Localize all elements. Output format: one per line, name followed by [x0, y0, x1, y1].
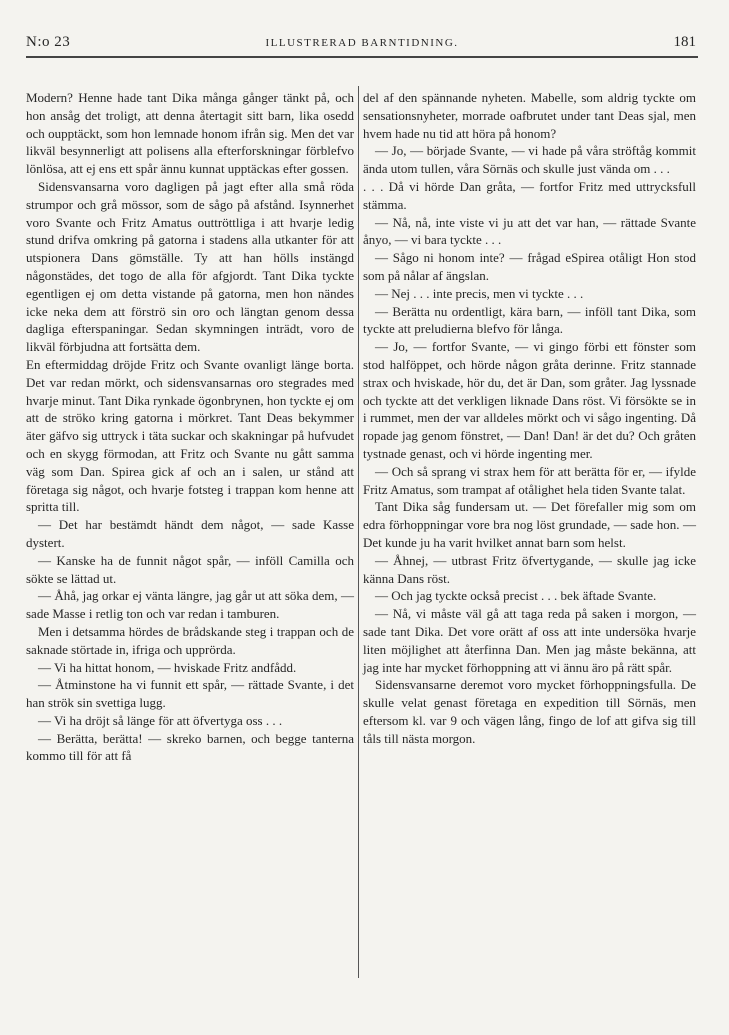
paragraph: . . . Då vi hörde Dan gråta, — fortfor Fritz med uttrycksfull stämma. — [363, 178, 696, 212]
paragraph: — Och så sprang vi strax hem för att berätta för er, — ifylde Fritz Amatus, som trampat af otålighet hela tiden Svante talat. — [363, 463, 696, 497]
paragraph: — Åhå, jag orkar ej vänta längre, jag går ut att söka dem, — sade Masse i retlig ton och var redan i tamburen. — [26, 588, 354, 622]
left-column — [26, 89, 354, 765]
paragraph: — Vi ha hittat honom, — hviskade Fritz andfådd. — [38, 659, 297, 675]
paragraph: Tant Dika såg fundersam ut. — Det förefaller mig som om edra förhoppningar vore bra nog löst grundade, — sade hon. — Det kunde ju ha varit hvilket annat barn som helst. — [363, 499, 696, 550]
publication-title: ILLUSTRERAD BARNTIDNING. — [265, 37, 459, 49]
paragraph: — Åhnej, — utbrast Fritz öfvertygande, — skulle jag icke känna Dans röst. — [363, 552, 696, 586]
page-number: 181 — [673, 34, 696, 50]
page-header — [26, 34, 698, 58]
paragraph: — Sågo ni honom inte? — frågad eSpirea otåligt Hon stod som på nålar af ängslan. — [363, 250, 696, 283]
paragraph: — Och jag tyckte också precist . . . bek äftade Svante. — [375, 588, 657, 604]
paragraph: del af den spännande nyheten. Mabelle, som aldrig tyckte om sensationsnyheter, morrade oafbrutet under tant Deas sjal, men hvem hade nu tid att höra på honom? — [363, 90, 696, 141]
paragraph: — Berätta nu ordentligt, kära barn, — inföll tant Dika, som tyckte att preludierna blefvo för långa. — [363, 303, 696, 337]
paragraph: — Jo, — fortfor Svante, — vi gingo förbi ett fönster som stod halföppet, och hörde någon gråta derinne. Fritz stannade strax och hviskade, hör du, det är Dan, som gråter. Jag lyssnade och tyckte att det verkligen liknade Dans röst. Vi försökte se in i rummet, men der var alldeles mörkt och vi sågo ingenting. Då ropade jag genom fönstret, — Dan! Dan! är det du? Och gråten tystnade genast, och vi hörde ingenting mer. — [363, 339, 696, 461]
right-column — [363, 89, 696, 747]
paragraph: — Det har bestämdt händt dem något, — sade Kasse dystert. — [26, 517, 354, 550]
paragraph: Sidensvansarna voro dagligen på jagt efter alla små röda strumpor och grå mössor, som de sågo på afstånd. Isynnerhet voro Svante och Fritz Amatus outtröttliga i att hvarje ledig stund drifva omkring på gatorna i stadens alla utkanter för att utspionera Dans gömställe. Ty att han hölls instängd någonstädes, det togo de alla för afgjordt. Tant Dika tyckte egentligen ej om detta vistande på gatorna, men hon nändes icke neka dem att förströ sin oro och längtan genom dessa dagliga efterspaningar. Sedan skymningen inträdt, voro de likväl förbjudna att fortsätta dem. — [26, 178, 354, 355]
paragraph: — Vi ha dröjt så länge för att öfvertyga oss . . . — [38, 712, 283, 728]
paragraph: — Nå, vi måste väl gå att taga reda på saken i morgon, — sade tant Dika. Det vore orätt af oss att inte undersöka hvarje liten möjlighet att återfinna Dan. Men jag måste bekänna, att jag inte har mycket förhoppning att vi ännu äro på rätt spår. — [363, 606, 696, 675]
paragraph: Modern? Henne hade tant Dika många gånger tänkt på, och hon ansåg det troligt, att denna återtagit sitt barn, lika osedd och oupptäckt, som hon lemnade honom ifrån sig. Men det var likväl besynnerligt att polisens alla efterforskningar förblefvo lönlösa, att ej ens ett spår ännu kunnat upptäckas efter gossen. — [26, 90, 354, 177]
paragraph: En eftermiddag dröjde Fritz och Svante ovanligt länge borta. Det var redan mörkt, och sidensvansarnas oro stegrades med hvarje minut. Tant Dika rynkade ögonbrynen, hon tyckte ej om att de ströko kring gatorna i mörkret. Tant Deas bekymmer äter gäfvo sig uttryck i täta suckar och skakningar på hufvudet och en skygg förmodan, att Fritz och Svante nu gått samma väg som Dan. Spirea gick af och an i salen, ur stånd att företaga sig något, och hvarje fotsteg i trappan kom henne att spritta till. — [26, 356, 354, 515]
column-divider — [358, 86, 359, 978]
paragraph: — Åtminstone ha vi funnit ett spår, — rättade Svante, i det han strök sin svettiga lugg. — [26, 677, 354, 711]
paragraph: — Jo, — började Svante, — vi hade på våra ströftåg kommit ända utom tullen, våra Sörnäs och skulle just vända om . . . — [363, 143, 696, 177]
paragraph: — Kanske ha de funnit något spår, — inföll Camilla och sökte se lättad ut. — [26, 552, 354, 586]
issue-number: N:o 23 — [26, 34, 71, 50]
paragraph: Sidensvansarne deremot voro mycket förhoppningsfulla. De skulle velat genast företaga en expedition till Sörnäs, men eftersom kl. var 9 och vägen lång, fingo de lof att gifva sig till tåls till nästa morgon. — [363, 677, 696, 746]
paragraph: — Berätta, berätta! — skreko barnen, och begge tanterna kommo till för att få — [26, 730, 354, 764]
paragraph: — Nej . . . inte precis, men vi tyckte . . . — [375, 285, 584, 301]
paragraph: — Nå, nå, inte viste vi ju att det var han, — rättade Svante ånyo, — vi bara tyckte . . . — [363, 214, 696, 248]
paragraph: Men i detsamma hördes de brådskande steg i trappan och de saknade störtade in, ifriga och upprörda. — [26, 623, 354, 657]
